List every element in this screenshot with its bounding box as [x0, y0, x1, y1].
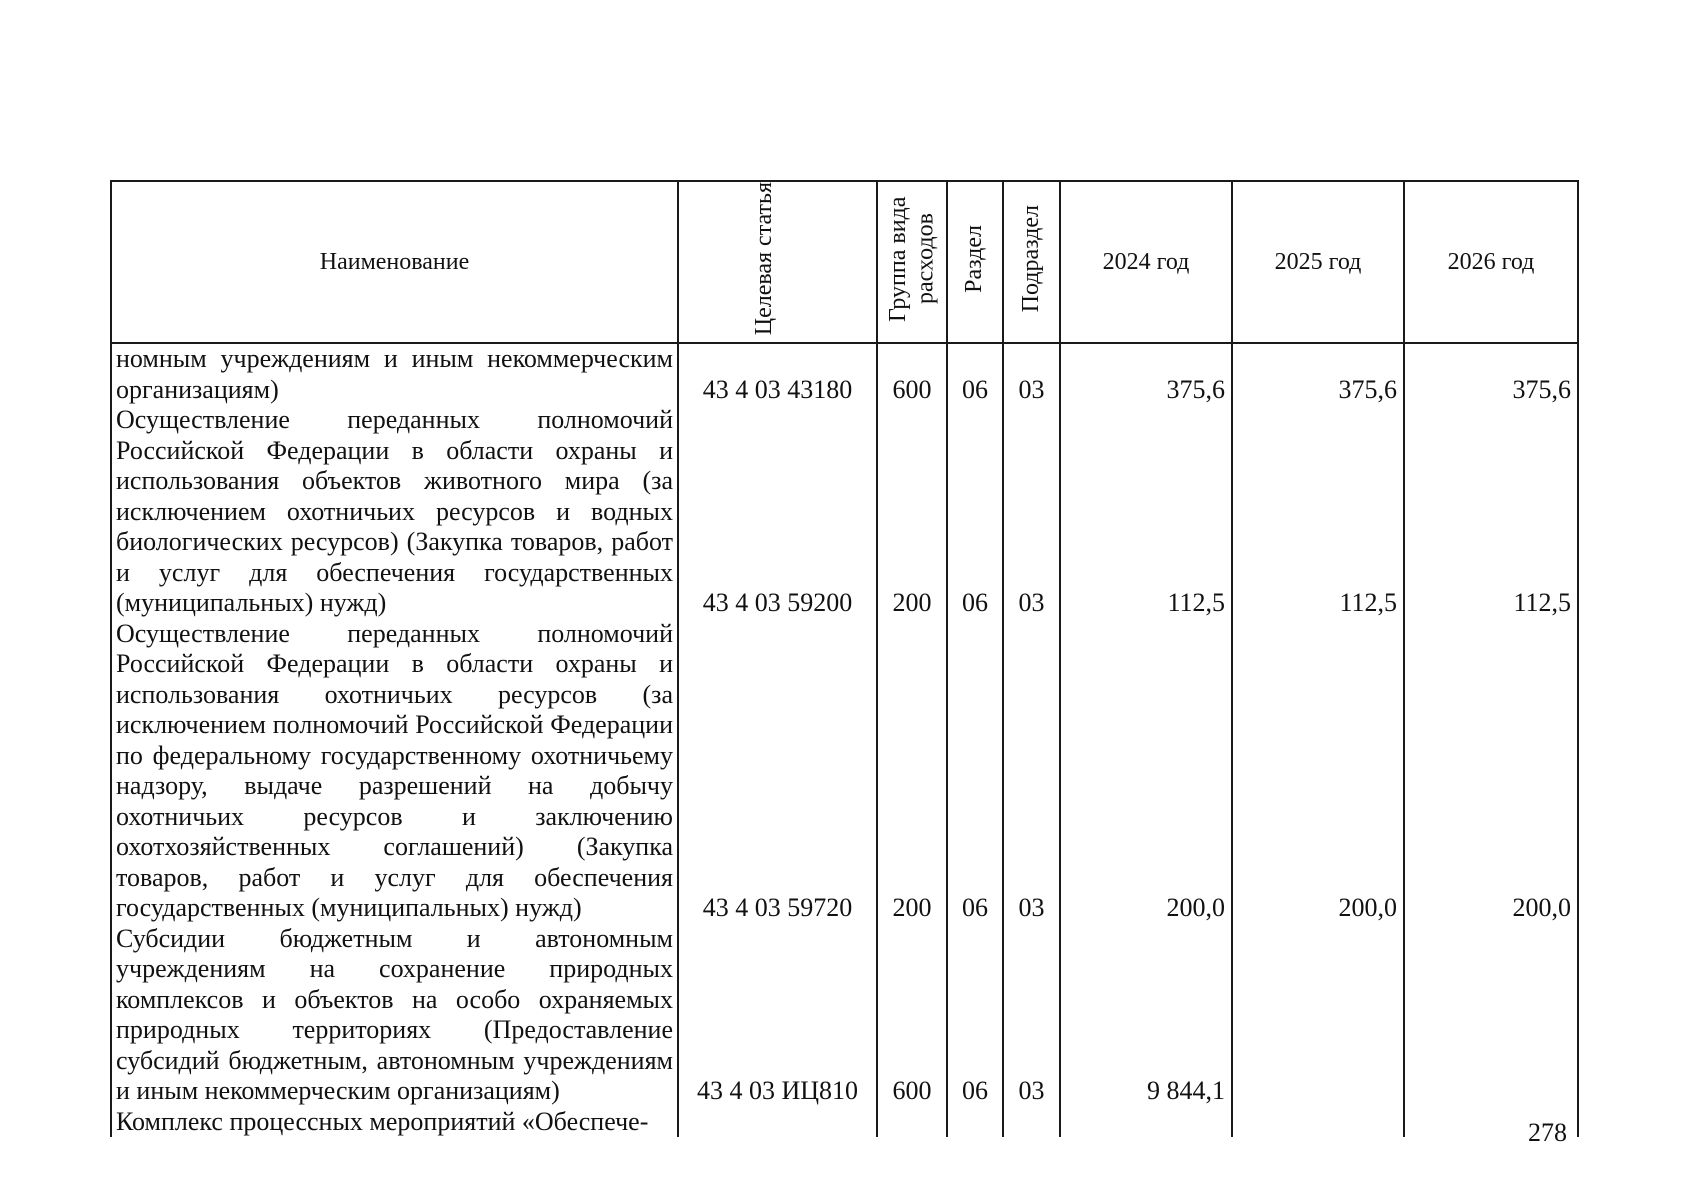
header-section [947, 181, 1003, 343]
row-name: Субсидии бюджетным и автономным учреждениям на сохранение природных комплексов и объектов на особо охраняемых природных территориях (Предоставление субсидий бюджетным, автономным учреждениям и иным некоммерческим организациям) [111, 924, 678, 1107]
header-expense-group-label: Группа вида расходов [885, 195, 939, 322]
row-amount-2025 [1232, 1107, 1404, 1138]
table-row [111, 924, 1578, 1107]
header-name-label: Наименование [319, 248, 470, 275]
row-expense-group [877, 1107, 947, 1138]
header-year-2024 [1060, 181, 1232, 343]
row-subsection: 03 [1003, 619, 1060, 924]
header-target-article-label: Целевая статья [750, 182, 777, 336]
row-target-article: 43 4 03 43180 [678, 343, 877, 405]
row-section: 06 [947, 405, 1003, 619]
row-amount-2026 [1404, 924, 1578, 1107]
row-amount-2025: 112,5 [1232, 405, 1404, 619]
row-expense-group: 200 [877, 619, 947, 924]
row-name: Комплекс процессных мероприятий «Обеспече- [111, 1107, 678, 1138]
header-year-2025-label: 2025 год [1274, 248, 1362, 275]
row-amount-2026: 375,6 [1404, 343, 1578, 405]
row-amount-2025 [1232, 924, 1404, 1107]
row-subsection [1003, 1107, 1060, 1138]
header-expense-group [877, 181, 947, 343]
header-year-2026-label: 2026 год [1447, 248, 1535, 275]
row-expense-group: 600 [877, 924, 947, 1107]
row-section: 06 [947, 619, 1003, 924]
row-amount-2024: 112,5 [1060, 405, 1232, 619]
row-name: Осуществление переданных полномочий Российской Федерации в области охраны и использования охотничьих ресурсов (за исключением полномочий Российской Федерации по федеральному государственному охотничьему надзору, выдаче разрешений на добычу охотничьих ресурсов и заключению охотхозяйственных соглашений) (Закупка товаров, работ и услуг для обеспечения государственных (муниципальных) нужд) [111, 619, 678, 924]
row-subsection: 03 [1003, 343, 1060, 405]
row-target-article: 43 4 03 59200 [678, 405, 877, 619]
header-subsection [1003, 181, 1060, 343]
row-amount-2026: 200,0 [1404, 619, 1578, 924]
header-section-label: Раздел [961, 224, 988, 293]
row-subsection: 03 [1003, 924, 1060, 1107]
row-target-article: 43 4 03 ИЦ810 [678, 924, 877, 1107]
header-subsection-label: Подраздел [1017, 204, 1044, 313]
table-row [111, 405, 1578, 619]
header-year-2026 [1404, 181, 1578, 343]
row-amount-2024: 200,0 [1060, 619, 1232, 924]
row-expense-group: 200 [877, 405, 947, 619]
row-section [947, 1107, 1003, 1138]
page-number: 278 [1528, 1118, 1567, 1147]
row-name: номным учреждениям и иным некоммерческим организациям) [111, 343, 678, 405]
table-row [111, 619, 1578, 924]
header-year-2025 [1232, 181, 1404, 343]
row-subsection: 03 [1003, 405, 1060, 619]
row-amount-2025: 375,6 [1232, 343, 1404, 405]
row-amount-2024: 9 844,1 [1060, 924, 1232, 1107]
row-section: 06 [947, 343, 1003, 405]
row-amount-2024: 375,6 [1060, 343, 1232, 405]
table-row [111, 343, 1578, 405]
header-name [111, 181, 678, 343]
row-expense-group: 600 [877, 343, 947, 405]
row-amount-2025: 200,0 [1232, 619, 1404, 924]
header-target-article [678, 181, 877, 343]
table-header-row [111, 181, 1578, 343]
row-amount-2026: 112,5 [1404, 405, 1578, 619]
row-amount-2024 [1060, 1107, 1232, 1138]
row-target-article: 43 4 03 59720 [678, 619, 877, 924]
table-row [111, 1107, 1578, 1138]
row-section: 06 [947, 924, 1003, 1107]
header-year-2024-label: 2024 год [1102, 248, 1190, 275]
row-name: Осуществление переданных полномочий Российской Федерации в области охраны и использования объектов животного мира (за исключением охотничьих ресурсов и водных биологических ресурсов) (Закупка товаров, работ и услуг для обеспечения государственных (муниципальных) нужд) [111, 405, 678, 619]
row-target-article [678, 1107, 877, 1138]
budget-table [110, 180, 1579, 1137]
